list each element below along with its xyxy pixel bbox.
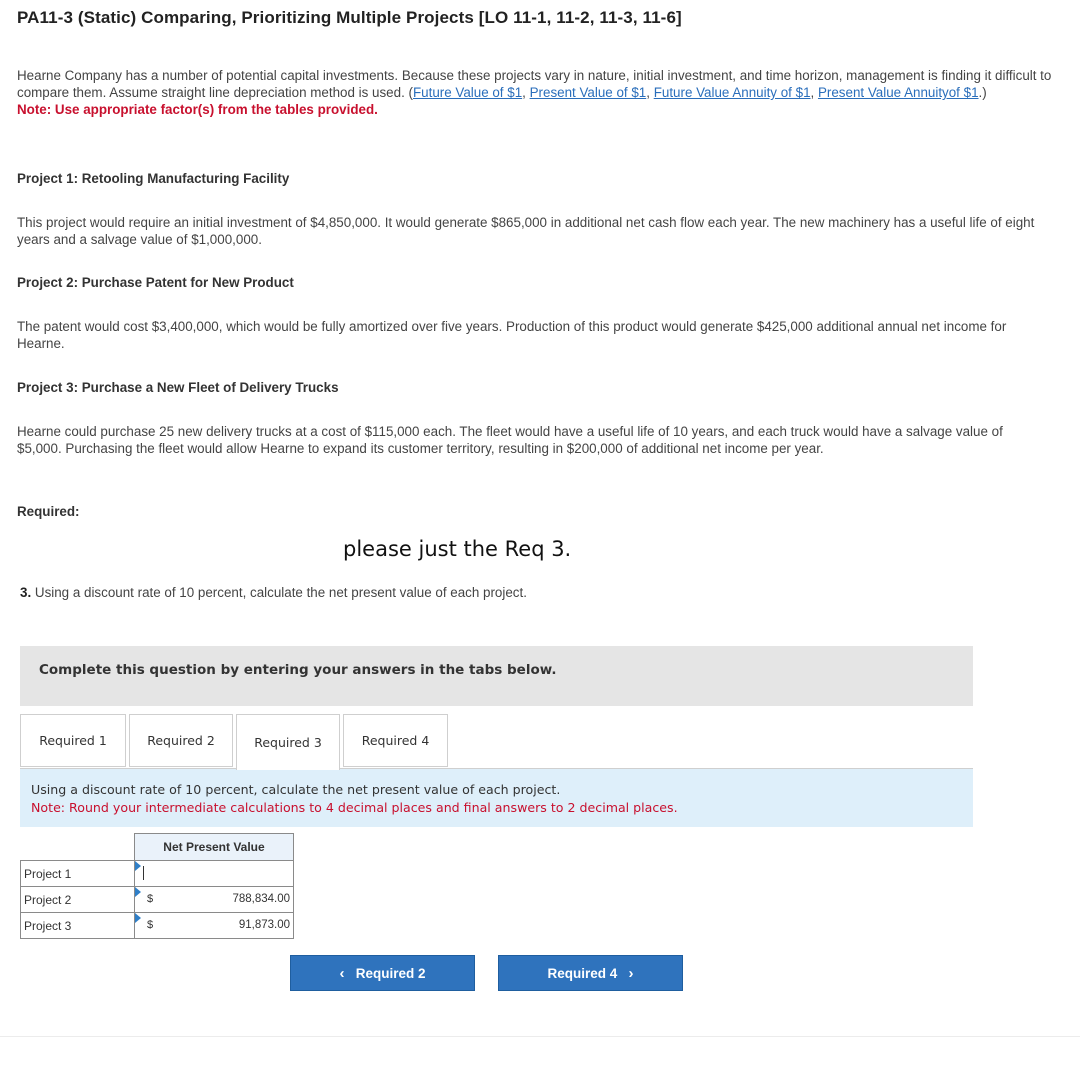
row-label-project-3: Project 3 <box>21 913 135 939</box>
row-label-project-2: Project 2 <box>21 887 135 913</box>
req3-number: 3. <box>20 585 32 600</box>
tab-required-4[interactable]: Required 4 <box>343 714 448 767</box>
currency-symbol: $ <box>147 893 154 905</box>
required-label: Required: <box>17 504 80 519</box>
project-1-heading: Project 1: Retooling Manufacturing Facility <box>17 171 290 186</box>
table-header-row <box>21 834 294 861</box>
page-title: PA11-3 (Static) Comparing, Prioritizing Multiple Projects [LO 11-1, 11-2, 11-3, 11-6] <box>17 8 682 27</box>
table-row <box>21 887 294 913</box>
link-future-value[interactable]: Future Value of $1 <box>412 85 523 100</box>
req3-question <box>20 584 527 601</box>
instructions-text: Complete this question by entering your answers in the tabs below. <box>39 662 557 678</box>
panel-question: Using a discount rate of 10 percent, calculate the net present value of each project. <box>31 782 561 797</box>
intro-text: Hearne Company has a number of potential capital investments. Because these projects vary in nature, initial investment, and time horizon, management is finding it difficult to compare them. Assume straight line depreciation method is used. ( <box>17 68 1052 100</box>
link-present-value-annuity[interactable]: Present Value Annuityof $1 <box>817 85 979 100</box>
tab-required-1[interactable]: Required 1 <box>20 714 126 767</box>
project-3-text: Hearne could purchase 25 new delivery trucks at a cost of $115,000 each. The fleet would have a useful life of 10 years, and each truck would have a salvage value of $5,000. Purchasing the fleet would allow Hearne to expand its customer territory, resulting in $200,000 of additional net income per year. <box>17 424 1003 456</box>
chevron-left-icon: ‹ <box>339 964 345 982</box>
factor-note: Note: Use appropriate factor(s) from the tables provided. <box>17 102 378 117</box>
npv-table <box>20 833 294 939</box>
table-row <box>21 913 294 939</box>
npv-column-header: Net Present Value <box>135 834 294 861</box>
intro-close: .) <box>978 85 987 100</box>
next-button-label: Required 4 <box>547 965 618 981</box>
npv-input-project-3[interactable] <box>135 913 294 939</box>
npv-input-project-1[interactable] <box>135 861 294 887</box>
project-3-heading: Project 3: Purchase a New Fleet of Delivery Trucks <box>17 380 339 395</box>
link-present-value[interactable]: Present Value of $1 <box>529 85 647 100</box>
text-cursor <box>143 866 144 880</box>
project-2-text: The patent would cost $3,400,000, which would be fully amortized over five years. Production of this product would generate $425,000 additional annual net income for Hearne. <box>17 319 1007 351</box>
next-required-4-button[interactable] <box>498 955 683 991</box>
tab-required-2[interactable]: Required 2 <box>129 714 233 767</box>
npv-input-project-2[interactable] <box>135 887 294 913</box>
answer-flag-icon <box>135 861 141 871</box>
prev-button-label: Required 2 <box>355 965 426 981</box>
question-panel <box>20 768 973 827</box>
prev-required-2-button[interactable] <box>290 955 475 991</box>
project-2-heading: Project 2: Purchase Patent for New Product <box>17 275 294 290</box>
intro-paragraph: Hearne Company has a number of potential capital investments. Because these projects vary in nature, initial investment, and time horizon, management is finding it difficult to compare them. Assume straight line depreciation method is used. (Future Value of $1, Present Value of $1, Future Value Annuity of $1, Present Value Annuityof $1.) Note: Use appropriate factor(s) from the tables provided. <box>17 67 1057 118</box>
req3-text: Using a discount rate of 10 percent, calculate the net present value of each project. <box>31 585 527 600</box>
panel-rounding-note: Note: Round your intermediate calculations to 4 decimal places and final answers to 2 decimal places. <box>31 800 678 815</box>
tab-required-3[interactable]: Required 3 <box>236 714 340 770</box>
project-1-text: This project would require an initial investment of $4,850,000. It would generate $865,000 in additional net cash flow each year. The new machinery has a useful life of eight years and a salvage value of $1,000,000. <box>17 215 1035 247</box>
divider <box>0 1036 1080 1037</box>
npv-value: 91,873.00 <box>238 919 290 931</box>
instructions-bar <box>20 646 973 706</box>
chevron-right-icon: › <box>628 964 634 982</box>
row-label-project-1: Project 1 <box>21 861 135 887</box>
answer-flag-icon <box>135 913 141 923</box>
answer-flag-icon <box>135 887 141 897</box>
overlay-note: please just the Req 3. <box>343 537 572 561</box>
link-future-value-annuity[interactable]: Future Value Annuity of $1 <box>653 85 811 100</box>
npv-value: 788,834.00 <box>232 893 290 905</box>
currency-symbol: $ <box>147 919 154 931</box>
table-row <box>21 861 294 887</box>
